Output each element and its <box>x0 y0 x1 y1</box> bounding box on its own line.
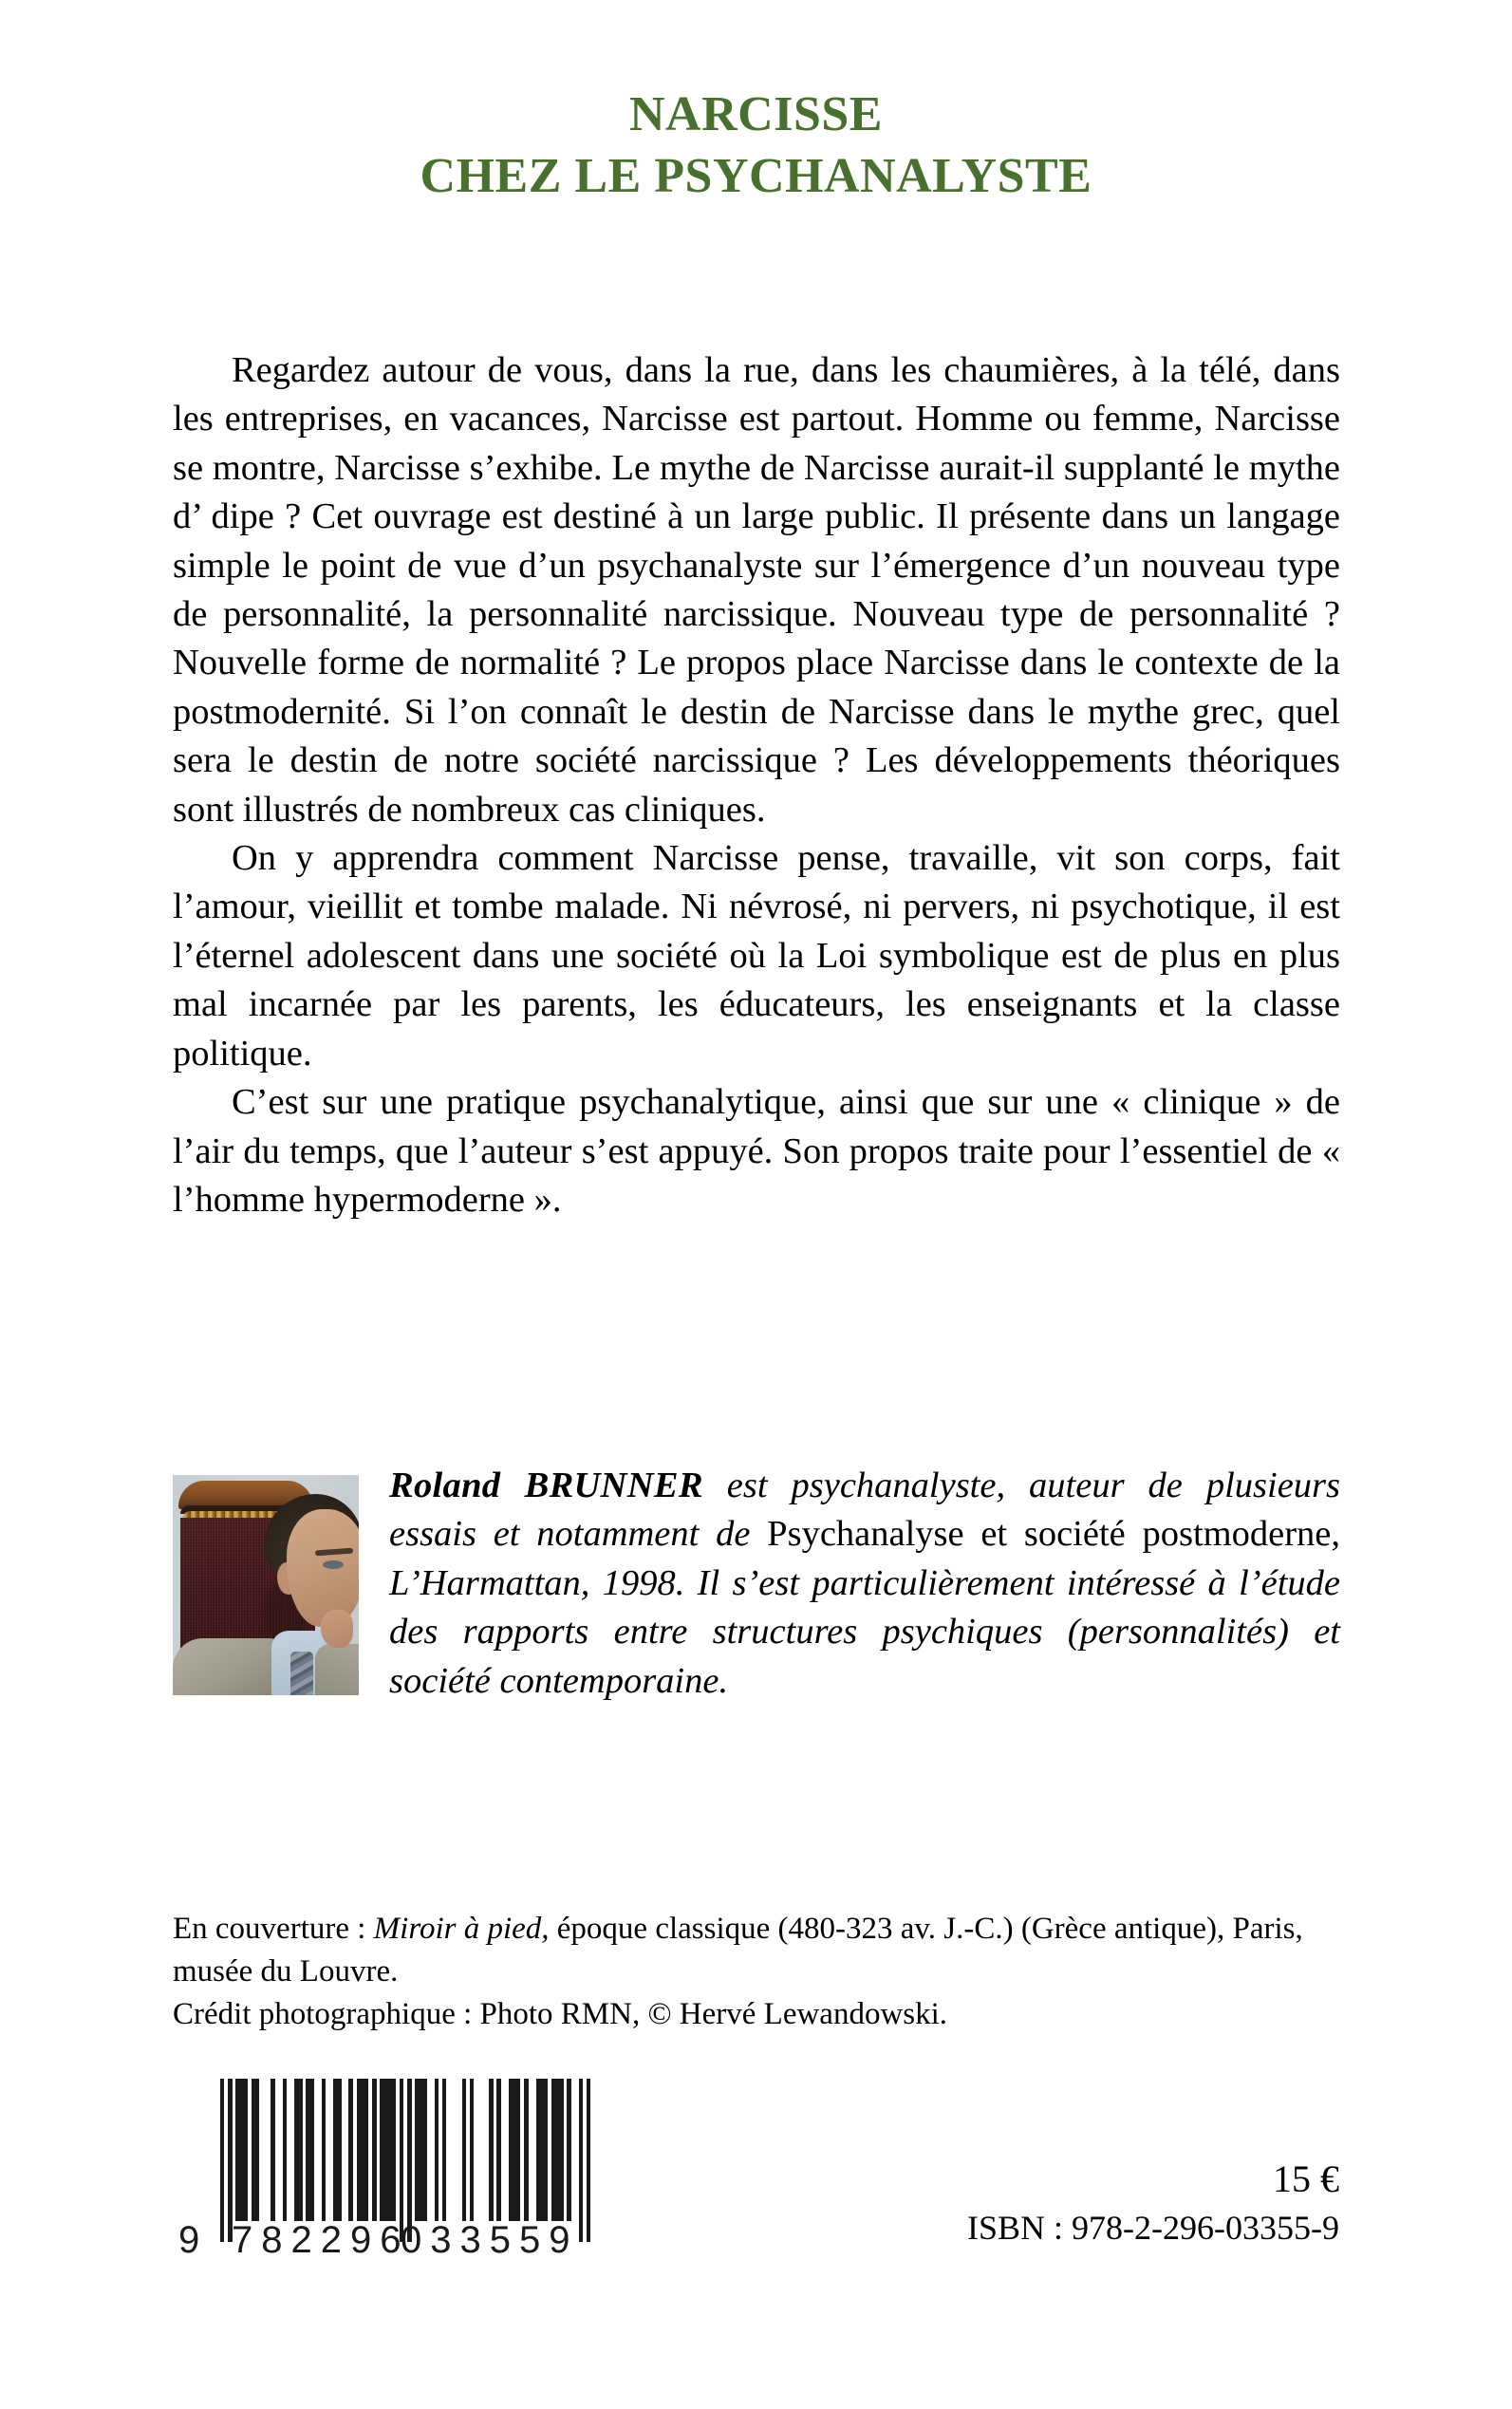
photo-jacket-left <box>173 1638 283 1695</box>
barcode-bars <box>220 2079 590 2221</box>
author-section <box>173 1462 1340 1709</box>
cover-credit-label: En couverture : <box>173 1912 374 1946</box>
book-title <box>0 84 1512 207</box>
author-work-title: Psychanalyse et société postmoderne, <box>767 1514 1340 1555</box>
cover-artwork-title: Miroir à pied, <box>373 1912 550 1946</box>
author-bio <box>389 1462 1340 1706</box>
price-isbn-block <box>967 2155 1339 2251</box>
credits-block <box>173 1908 1340 2036</box>
author-bio-part-2: L’Harmattan, 1998. Il s’est particulièrement intéressé à l’étude des rapports entre structures psychiques (personnalités) et société contemporaine. <box>389 1562 1340 1701</box>
photo-tie <box>290 1652 313 1695</box>
barcode-right-group: 033559 <box>401 2219 579 2261</box>
author-photo <box>173 1475 359 1695</box>
photo-eye <box>323 1560 344 1569</box>
isbn-label: ISBN : 978-2-296-03355-9 <box>967 2209 1339 2247</box>
ean-barcode <box>178 2079 600 2261</box>
author-name: Roland BRUNNER <box>389 1466 703 1505</box>
author-bio-part-1: est psychanalyste, auteur de plusieurs essais et notamment de <box>389 1466 1340 1555</box>
barcode-digits <box>177 2219 606 2261</box>
blurb-paragraph: C’est sur une pratique psychanalytique, ainsi que sur une « clinique » de l’air du temps, que l’auteur s’est appuyé. Son propos traite pour l’essentiel de « l’homme hypermoderne ». <box>173 1082 1340 1220</box>
title-line-1: NARCISSE <box>629 87 883 141</box>
blurb-paragraph: On y apprendra comment Narcisse pense, travaille, vit son corps, fait l’amour, vieillit et tombe malade. Ni névrosé, ni pervers, ni psychotique, il est l’éternel adolescent dans une société où la Loi symbolique est de plus en plus mal incarnée par les parents, les éducateurs, les enseignants et la classe politique. <box>173 838 1340 1074</box>
photo-credit-line: Crédit photographique : Photo RMN, © Hervé Lewandowski. <box>173 1997 948 2031</box>
photo-hand <box>321 1610 353 1648</box>
barcode-lead-digit: 9 <box>178 2219 203 2261</box>
blurb-text <box>173 346 1340 1224</box>
price-label: 15 € <box>1273 2157 1339 2200</box>
barcode-left-group: 782296 <box>232 2219 410 2261</box>
photo-face <box>287 1509 359 1627</box>
title-line-2: CHEZ LE PSYCHANALYSTE <box>420 149 1092 203</box>
cover-credit-line <box>173 1908 1340 1993</box>
photo-jacket-right <box>315 1644 359 1695</box>
blurb-paragraph: Regardez autour de vous, dans la rue, dans les chaumières, à la télé, dans les entreprises, en vacances, Narcisse est partout. Homme ou femme, Narcisse se montre, Narcisse s’exhibe. Le mythe de Narcisse aurait-il supplanté le mythe d’ dipe ? Cet ouvrage est destiné à un large public. Il présente dans un langage simple le point de vue d’un psychanalyste sur l’émergence d’un nouveau type de personnalité, la personnalité narcissique. Nouveau type de personnalité ? Nouvelle forme de normalité ? Le propos place Narcisse dans le contexte de la postmodernité. Si l’on connaît le destin de Narcisse dans le mythe grec, quel sera le destin de notre société narcissique ? Les développements théoriques sont illustrés de nombreux cas cliniques. <box>173 350 1340 830</box>
cover-credit-rest: époque classique (480-323 av. J.-C.) (Grèce antique), Paris, musée du Louvre. <box>173 1912 1303 1989</box>
